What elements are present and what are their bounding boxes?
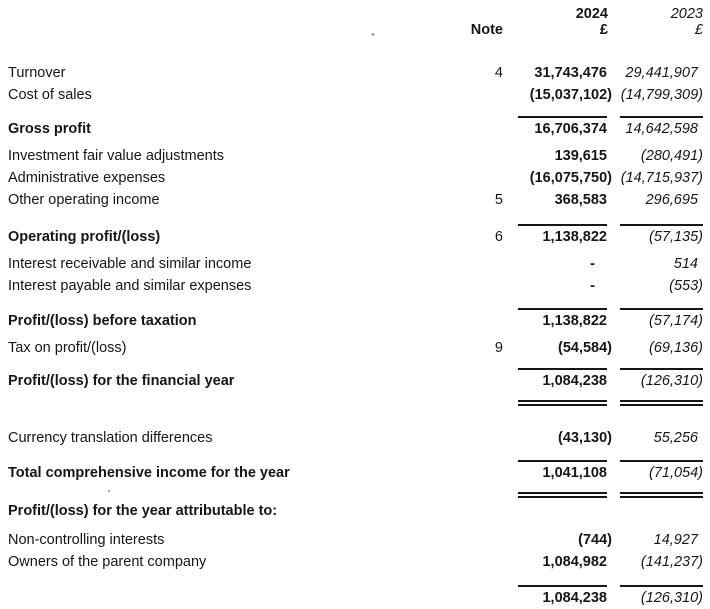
note-value: 5 — [494, 192, 503, 208]
amount-2023: 14,642,598 — [625, 121, 698, 137]
amount-2023: 55,256 — [653, 430, 698, 446]
row-label: Currency translation differences — [8, 430, 213, 446]
row-currency-translation-differences — [8, 427, 706, 449]
row-label: Cost of sales — [8, 87, 92, 103]
amount-2023: 514 — [673, 256, 698, 272]
amount-2024: 139,615 — [554, 148, 607, 164]
row-interest-receivable — [8, 253, 706, 275]
row-label: Gross profit — [8, 121, 91, 137]
row-investment-fair-value-adjustments — [8, 145, 706, 167]
row-label: Total comprehensive income for the year — [8, 465, 290, 481]
amount-2023: (14,715,937) — [620, 170, 703, 186]
row-turnover — [8, 62, 706, 84]
row-other-operating-income — [8, 189, 706, 211]
scan-speck — [371, 33, 375, 36]
row-owners-of-parent-company — [8, 551, 706, 573]
amount-2024: (54,584) — [557, 340, 612, 356]
row-attributable-heading — [8, 500, 706, 522]
row-tax-on-profit-loss — [8, 337, 706, 359]
note-column-header: Note — [470, 22, 503, 38]
amount-2023: (553) — [669, 278, 703, 294]
row-label: Profit/(loss) for the financial year — [8, 373, 235, 389]
note-value: 9 — [494, 340, 503, 356]
amount-2023: (141,237) — [640, 554, 703, 570]
amount-2024: 1,084,238 — [542, 590, 607, 606]
amount-2023: (69,136) — [648, 340, 703, 356]
total-double-rule — [8, 492, 706, 498]
scan-speck — [108, 490, 110, 492]
amount-2024: 16,706,374 — [534, 121, 607, 137]
row-label: Tax on profit/(loss) — [8, 340, 127, 356]
row-cost-of-sales — [8, 84, 706, 106]
amount-2024: - — [590, 278, 595, 294]
amount-2023: (57,174) — [648, 313, 703, 329]
row-label: Turnover — [8, 65, 66, 81]
section-heading: Profit/(loss) for the year attributable to: — [8, 503, 278, 519]
amount-2024: 368,583 — [554, 192, 607, 208]
amount-2023: (14,799,309) — [620, 87, 703, 103]
header-currency-row — [8, 22, 706, 38]
row-label: Other operating income — [8, 192, 160, 208]
amount-2023: (280,491) — [640, 148, 703, 164]
double-rule-2024 — [518, 400, 607, 406]
amount-2024: (744) — [578, 532, 612, 548]
amount-2023: (126,310) — [640, 590, 703, 606]
row-profit-before-taxation — [8, 310, 706, 332]
row-gross-profit — [8, 118, 706, 140]
row-label: Investment fair value adjustments — [8, 148, 224, 164]
row-label: Owners of the parent company — [8, 554, 207, 570]
currency-header-2024: £ — [599, 22, 608, 38]
amount-2024: 1,138,822 — [542, 229, 607, 245]
row-interest-payable — [8, 275, 706, 297]
row-label: Administrative expenses — [8, 170, 166, 186]
amount-2024: (16,075,750) — [529, 170, 612, 186]
row-label: Non-controlling interests — [8, 532, 165, 548]
amount-2024: 1,041,108 — [542, 465, 607, 481]
amount-2024: (15,037,102) — [529, 87, 612, 103]
row-operating-profit-loss — [8, 226, 706, 248]
row-label: Interest receivable and similar income — [8, 256, 252, 272]
note-value: 4 — [494, 65, 503, 81]
amount-2024: - — [590, 256, 595, 272]
row-administrative-expenses — [8, 167, 706, 189]
column-header-2023: 2023 — [670, 6, 703, 22]
row-non-controlling-interests — [8, 529, 706, 551]
currency-header-2023: £ — [694, 22, 703, 38]
row-label: Operating profit/(loss) — [8, 229, 161, 245]
amount-2024: 1,084,238 — [542, 373, 607, 389]
row-label: Profit/(loss) before taxation — [8, 313, 197, 329]
amount-2024: 31,743,476 — [534, 65, 607, 81]
column-header-2024: 2024 — [575, 6, 608, 22]
amount-2024: 1,138,822 — [542, 313, 607, 329]
row-attributable-total — [8, 587, 706, 609]
amount-2024: 1,084,982 — [542, 554, 607, 570]
note-value: 6 — [494, 229, 503, 245]
double-rule-2023 — [620, 492, 703, 498]
amount-2023: 296,695 — [645, 192, 698, 208]
amount-2023: 14,927 — [653, 532, 698, 548]
total-double-rule — [8, 400, 706, 406]
amount-2024: (43,130) — [557, 430, 612, 446]
double-rule-2024 — [518, 492, 607, 498]
amount-2023: (126,310) — [640, 373, 703, 389]
double-rule-2023 — [620, 400, 703, 406]
amount-2023: (71,054) — [648, 465, 703, 481]
amount-2023: (57,135) — [648, 229, 703, 245]
row-total-comprehensive-income — [8, 462, 706, 484]
row-label: Interest payable and similar expenses — [8, 278, 252, 294]
amount-2023: 29,441,907 — [625, 65, 698, 81]
row-profit-for-financial-year — [8, 370, 706, 392]
header-year-row — [8, 6, 706, 22]
